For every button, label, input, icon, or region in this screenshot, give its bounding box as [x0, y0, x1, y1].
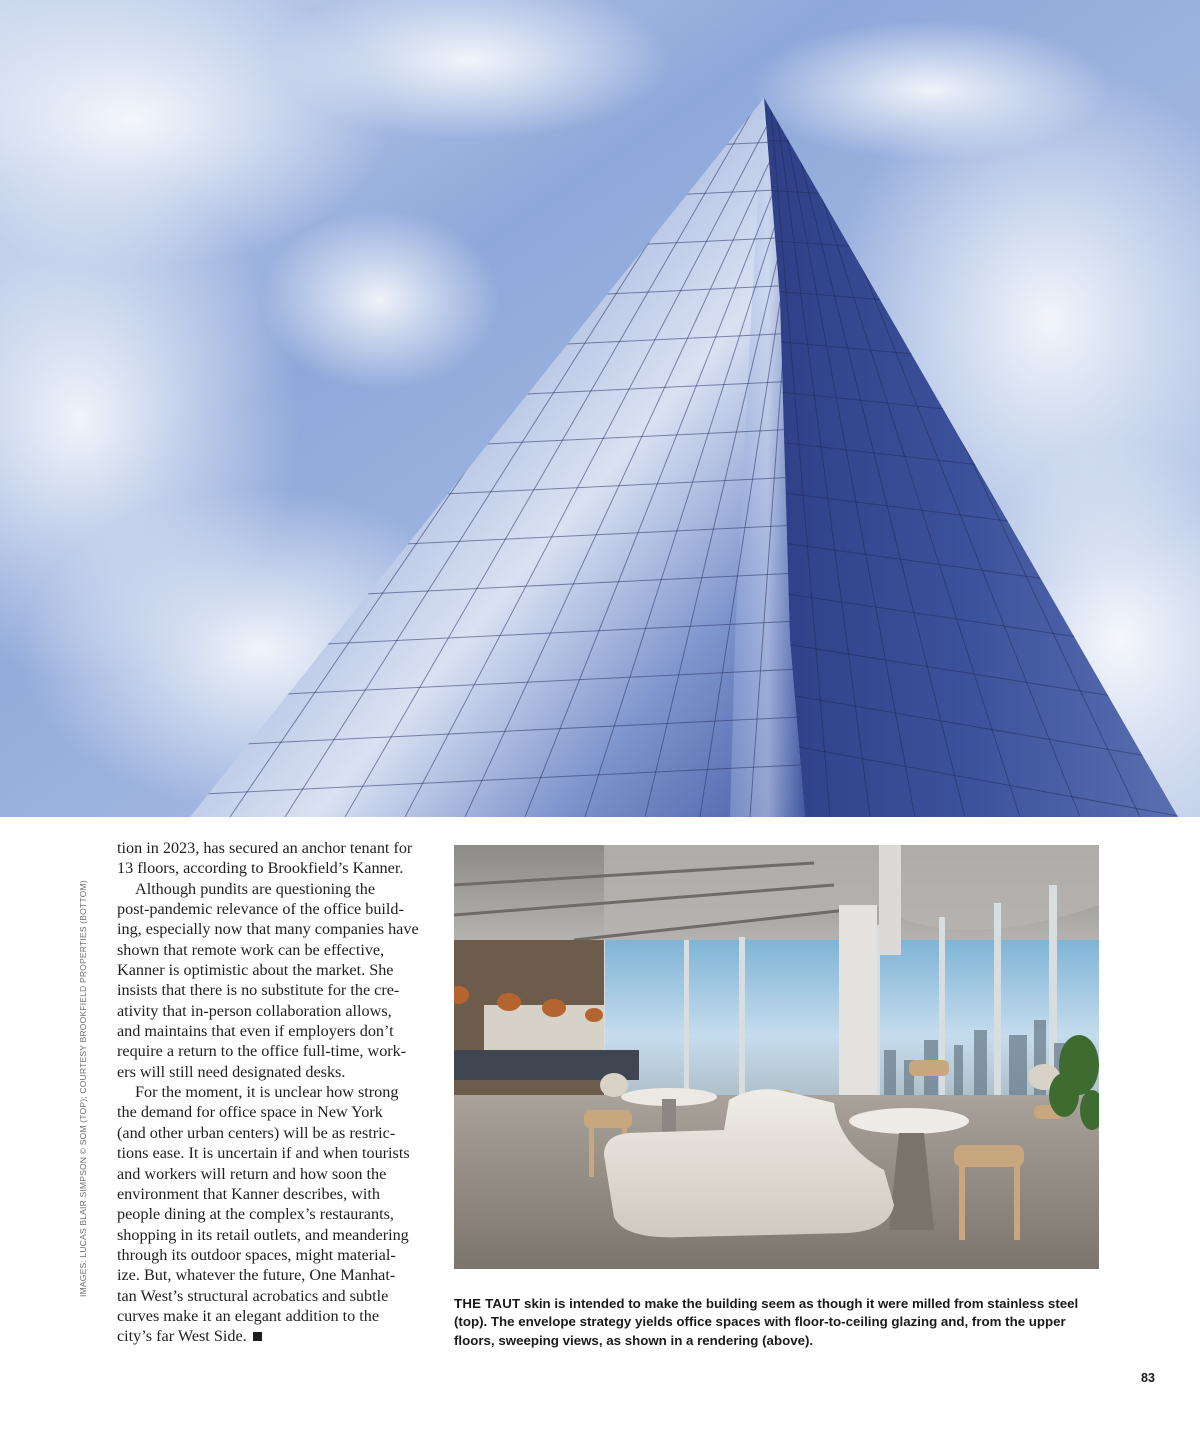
text-line: require a return to the office full-time, work-: [117, 1042, 407, 1061]
paragraph-3: [117, 1082, 430, 1346]
text-line: and workers will return and how soon the: [117, 1164, 387, 1183]
text-line: insists that there is no substitute for the cre-: [117, 981, 400, 1000]
paragraph-1: [117, 838, 430, 879]
text-line: Kanner is optimistic about the market. She: [117, 961, 394, 980]
page-number: 83: [1141, 1371, 1155, 1385]
text-line: tions ease. It is uncertain if and when tourists: [117, 1144, 410, 1163]
text-line: ativity that in-person collaboration allows,: [117, 1001, 392, 1020]
text-line: For the moment, it is unclear how strong: [135, 1083, 399, 1102]
photo-caption: [454, 1295, 1104, 1350]
text-line: ers will still need designated desks.: [117, 1062, 346, 1081]
text-line: shown that remote work can be effective,: [117, 940, 385, 959]
caption-lead: THE TAUT: [454, 1296, 521, 1311]
end-mark-icon: [253, 1332, 262, 1341]
photo-credit: IMAGES: LUCAS BLAIR SIMPSON © SOM (TOP); COURTESY BROOKFIELD PROPERTIES (BOTTOM): [78, 880, 88, 1297]
text-line: tan West’s structural acrobatics and subtle: [117, 1286, 389, 1305]
text-line: through its outdoor spaces, might material-: [117, 1245, 396, 1264]
text-line: ize. But, whatever the future, One Manhat-: [117, 1266, 396, 1285]
text-line: environment that Kanner describes, with: [117, 1184, 380, 1203]
paragraph-2: [117, 879, 430, 1082]
text-line: tion in 2023, has secured an anchor tenant for: [117, 839, 413, 857]
text-line: the demand for office space in New York: [117, 1103, 383, 1122]
text-line: ing, especially now that many companies have: [117, 920, 419, 939]
text-line: people dining at the complex’s restaurants,: [117, 1205, 394, 1224]
caption-text: skin is intended to make the building seem as though it were milled from stainless steel (top). The envelope strategy yields office spaces with floor-to-ceiling glazing and, from the upper floors, sweeping views, as shown in a rendering (above).: [454, 1296, 1079, 1348]
text-line: curves make it an elegant addition to the: [117, 1306, 380, 1325]
text-line: post-pandemic relevance of the office build-: [117, 900, 404, 919]
text-line: 13 floors, according to Brookfield’s Kanner.: [117, 859, 404, 878]
text-line: and maintains that even if employers don’t: [117, 1022, 394, 1041]
text-line: city’s far West Side.: [117, 1327, 247, 1346]
text-line: shopping in its retail outlets, and meandering: [117, 1225, 409, 1244]
text-line: Although pundits are questioning the: [135, 879, 376, 898]
text-line: (and other urban centers) will be as restric-: [117, 1123, 396, 1142]
interior-rendering: [454, 845, 1099, 1269]
article-body: [117, 838, 430, 1347]
